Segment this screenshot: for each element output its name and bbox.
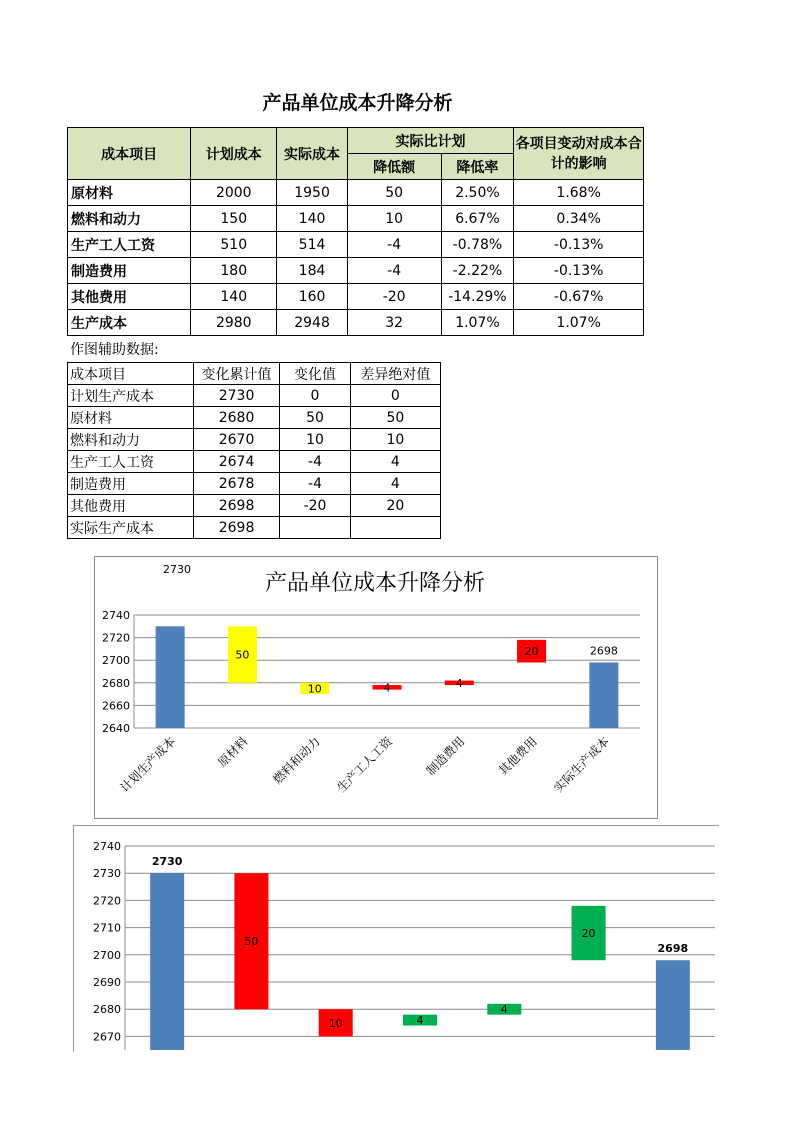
- cell-rate: -0.78%: [441, 232, 514, 258]
- cell-reduction: -4: [347, 258, 441, 284]
- row-item-name: 其他费用: [68, 284, 191, 310]
- helper-row: [68, 473, 441, 495]
- cell-planned: 150: [191, 206, 277, 232]
- header-impact: 各项目变动对成本合计的影响: [514, 128, 644, 180]
- helper-header-abs-diff: 差异绝对值: [350, 363, 440, 385]
- data-label: 10: [307, 682, 322, 696]
- header-vs-plan: 实际比计划: [347, 128, 514, 154]
- y-tick-label: 2720: [93, 894, 121, 908]
- x-category-label: 原材料: [215, 734, 251, 770]
- helper-cell: 2698: [193, 517, 279, 539]
- cell-impact: -0.13%: [514, 258, 644, 284]
- helper-data-table: [67, 362, 441, 539]
- helper-cell: 其他费用: [68, 495, 194, 517]
- cell-impact: -0.67%: [514, 284, 644, 310]
- row-item-name: 制造费用: [68, 258, 191, 284]
- cell-actual: 514: [277, 232, 347, 258]
- helper-row: [68, 385, 441, 407]
- data-label: 2698: [657, 942, 689, 956]
- y-tick-label: 2640: [102, 722, 130, 735]
- y-tick-label: 2700: [93, 948, 121, 962]
- data-label: 4: [383, 681, 391, 695]
- cell-impact: 0.34%: [514, 206, 644, 232]
- y-tick-label: 2710: [93, 921, 121, 935]
- chart-1-svg: [95, 557, 657, 818]
- data-label: 20: [581, 927, 596, 941]
- helper-row: [68, 495, 441, 517]
- helper-cell: 50: [350, 407, 440, 429]
- helper-header-cumulative: 变化累计值: [193, 363, 279, 385]
- helper-cell: 2678: [193, 473, 279, 495]
- y-tick-label: 2660: [102, 699, 130, 713]
- helper-cell: 0: [280, 385, 350, 407]
- data-label: 4: [416, 1014, 424, 1028]
- helper-cell: 实际生产成本: [68, 517, 194, 539]
- cell-impact: 1.68%: [514, 180, 644, 206]
- y-tick-label: 2690: [93, 976, 121, 989]
- helper-cell: 2680: [193, 407, 279, 429]
- cell-actual: 184: [277, 258, 347, 284]
- cell-reduction: 32: [347, 310, 441, 336]
- cell-actual: 2948: [277, 310, 347, 336]
- y-tick-label: 2740: [102, 609, 130, 622]
- helper-cell: 4: [350, 451, 440, 473]
- x-category-label: 其他费用: [495, 734, 540, 779]
- helper-cell: -4: [280, 473, 350, 495]
- cell-planned: 2980: [191, 310, 277, 336]
- header-actual: 实际成本: [277, 128, 347, 180]
- row-item-name: 生产工人工资: [68, 232, 191, 258]
- cell-rate: 1.07%: [441, 310, 514, 336]
- data-label: 2698: [589, 644, 618, 658]
- data-label: 20: [524, 645, 539, 659]
- helper-cell: 生产工人工资: [68, 451, 194, 473]
- cell-impact: 1.07%: [514, 310, 644, 336]
- header-item: 成本项目: [68, 128, 191, 180]
- x-category-label: 实际生产成本: [551, 734, 612, 796]
- x-category-label: 计划生产成本: [117, 734, 179, 796]
- helper-data-label: 作图辅助数据:: [70, 342, 159, 358]
- helper-cell: 4: [350, 473, 440, 495]
- helper-row: [68, 407, 441, 429]
- cell-planned: 140: [191, 284, 277, 310]
- data-label: 4: [455, 676, 463, 690]
- table-row: [68, 232, 644, 258]
- header-reduction: 降低额: [347, 154, 441, 180]
- cell-actual: 1950: [277, 180, 347, 206]
- helper-cell: 原材料: [68, 407, 194, 429]
- helper-cell: 10: [350, 429, 440, 451]
- data-label: 2730: [151, 855, 183, 869]
- data-label: 50: [235, 648, 250, 662]
- table-row: [68, 206, 644, 232]
- helper-cell: 燃料和动力: [68, 429, 194, 451]
- table-row: [68, 310, 644, 336]
- row-item-name: 燃料和动力: [68, 206, 191, 232]
- y-tick-label: 2670: [93, 1030, 121, 1044]
- helper-cell: 2674: [193, 451, 279, 473]
- y-tick-label: 2700: [102, 654, 130, 668]
- helper-cell: 计划生产成本: [68, 385, 194, 407]
- cell-planned: 2000: [191, 180, 277, 206]
- page-title: 产品单位成本升降分析: [262, 92, 453, 114]
- helper-cell: 20: [350, 495, 440, 517]
- header-planned: 计划成本: [191, 128, 277, 180]
- helper-header-change: 变化值: [280, 363, 350, 385]
- cell-rate: -14.29%: [441, 284, 514, 310]
- helper-cell: 2670: [193, 429, 279, 451]
- cell-actual: 160: [277, 284, 347, 310]
- y-tick-label: 2680: [102, 676, 130, 690]
- data-label: 50: [244, 935, 259, 949]
- cell-reduction: -4: [347, 232, 441, 258]
- helper-cell: -4: [280, 451, 350, 473]
- table-row: [68, 258, 644, 284]
- row-item-name: 生产成本: [68, 310, 191, 336]
- y-tick-label: 2730: [93, 867, 121, 881]
- helper-row: [68, 429, 441, 451]
- helper-row: [68, 517, 441, 539]
- data-label: 10: [328, 1016, 343, 1030]
- helper-cell: [280, 517, 350, 539]
- helper-header-item: 成本项目: [68, 363, 194, 385]
- cell-reduction: 50: [347, 180, 441, 206]
- bar: [656, 960, 690, 1050]
- cost-analysis-table: [67, 127, 644, 336]
- cell-reduction: -20: [347, 284, 441, 310]
- table-row: [68, 284, 644, 310]
- cell-planned: 510: [191, 232, 277, 258]
- helper-cell: 制造费用: [68, 473, 194, 495]
- helper-cell: 0: [350, 385, 440, 407]
- x-category-label: 制造费用: [423, 734, 468, 779]
- waterfall-chart-1: [94, 556, 658, 819]
- cell-actual: 140: [277, 206, 347, 232]
- y-tick-label: 2740: [93, 840, 121, 853]
- header-reduction-rate: 降低率: [441, 154, 514, 180]
- y-tick-label: 2680: [93, 1003, 121, 1017]
- bar: [156, 626, 185, 728]
- bar: [589, 662, 618, 728]
- table-row: [68, 180, 644, 206]
- cell-rate: 6.67%: [441, 206, 514, 232]
- chart-title: 产品单位成本升降分析: [264, 571, 486, 596]
- helper-cell: -20: [280, 495, 350, 517]
- cell-rate: 2.50%: [441, 180, 514, 206]
- row-item-name: 原材料: [68, 180, 191, 206]
- chart-2-svg: [74, 826, 719, 1052]
- data-label: 4: [500, 1003, 508, 1017]
- data-label: 2730: [163, 563, 191, 576]
- helper-row: [68, 451, 441, 473]
- helper-cell: 50: [280, 407, 350, 429]
- bar: [150, 873, 184, 1050]
- cell-rate: -2.22%: [441, 258, 514, 284]
- helper-cell: [350, 517, 440, 539]
- cell-impact: -0.13%: [514, 232, 644, 258]
- x-category-label: 生产工人工资: [334, 734, 396, 796]
- x-category-label: 燃料和动力: [270, 734, 323, 787]
- waterfall-chart-2: [73, 825, 719, 1052]
- cell-planned: 180: [191, 258, 277, 284]
- helper-cell: 2698: [193, 495, 279, 517]
- cell-reduction: 10: [347, 206, 441, 232]
- helper-cell: 2730: [193, 385, 279, 407]
- helper-cell: 10: [280, 429, 350, 451]
- y-tick-label: 2720: [102, 631, 130, 645]
